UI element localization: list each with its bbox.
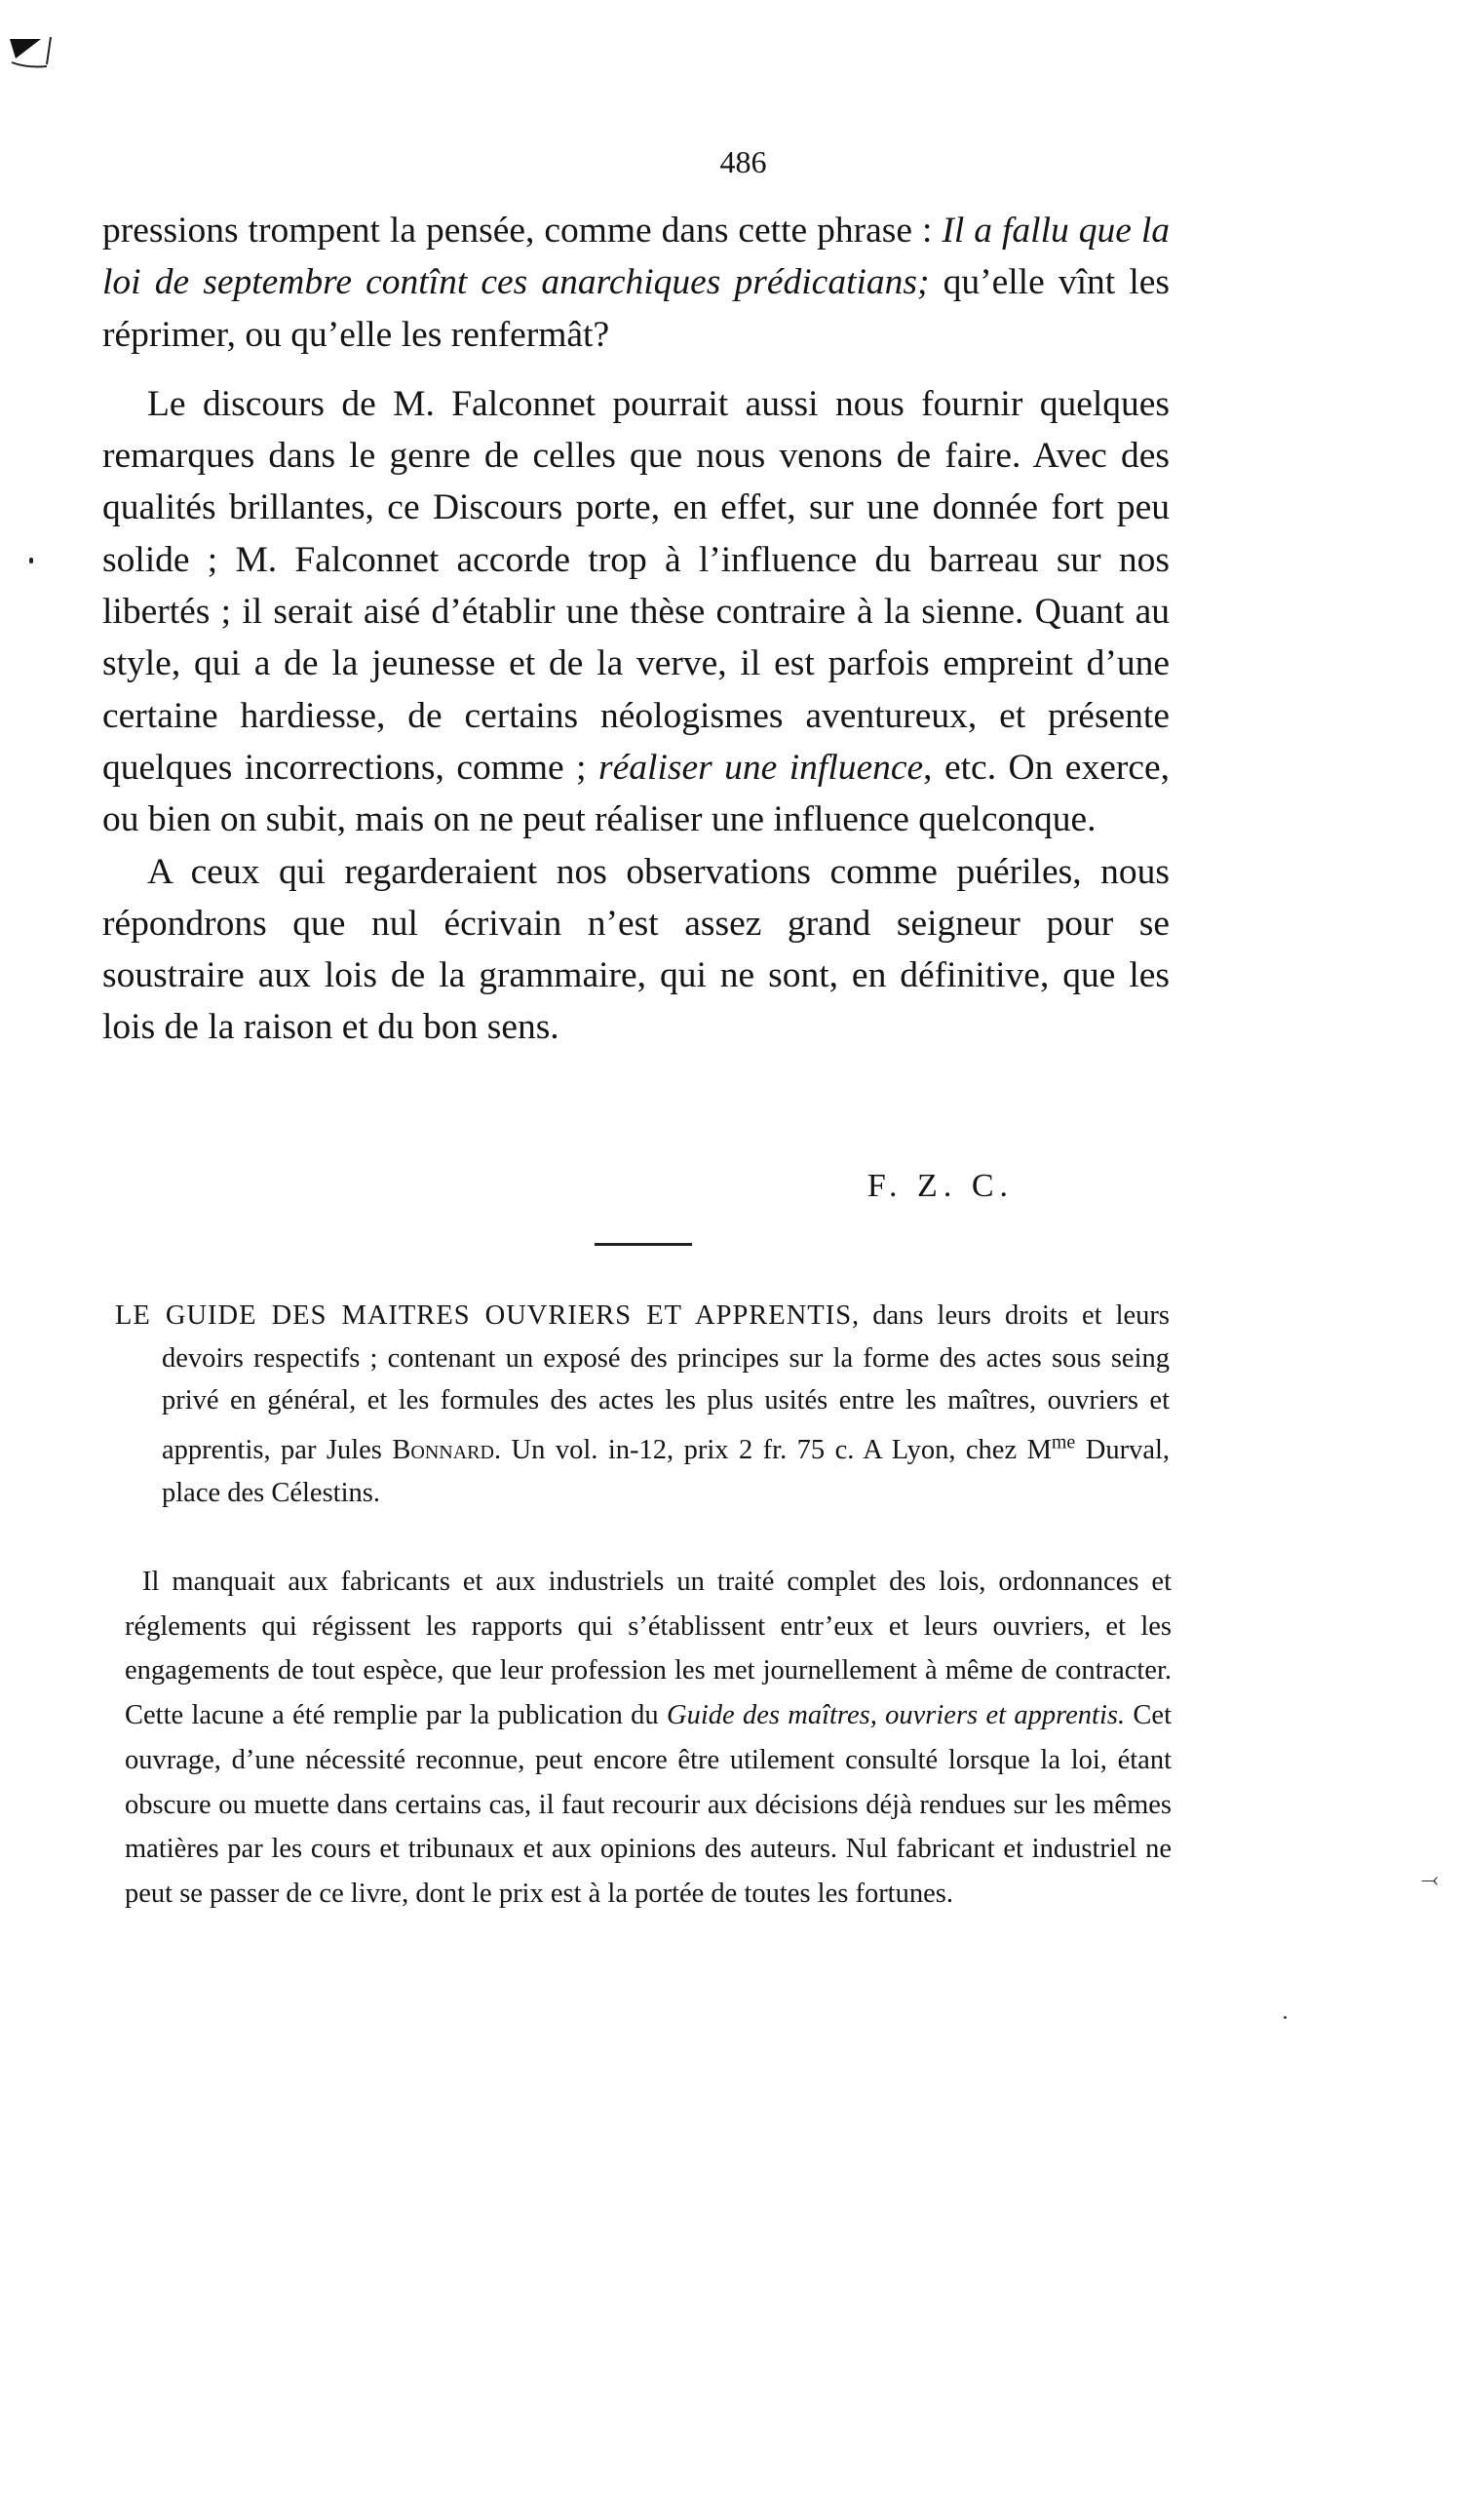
- review-body-paragraph: [125, 1560, 1172, 1917]
- review-title: LE GUIDE DES MAITRES OUVRIERS ET APPRENTIS: [115, 1300, 853, 1331]
- article-paragraph-2: [102, 378, 1170, 846]
- text-run: , etc. On exerce, ou bien on subit, mais on ne peut réaliser une influence quelconque.: [102, 747, 1170, 840]
- text-run: réaliser une influence: [598, 747, 924, 788]
- page-number: 486: [719, 144, 767, 179]
- review-bibliographic-entry: [115, 1295, 1170, 1514]
- review-description: [162, 1300, 1170, 1508]
- text-run: Le discours de M. Falconnet pourrait aussi nous fournir quelques remarques dans le genre de celles que nous venons de faire. Avec des qualités brillantes, ce Discours porte, en effet, sur une donnée fort peu solide ; M. Falconnet accorde trop à l’influence du barreau sur nos libertés ; il serait aisé d’établir une thèse contraire à la sienne. Quant au style, qui a de la jeunesse et de la verve, il est parfois empreint d’une certaine hardiesse, de certains néologismes aventureux, et présente quelques incorrections, comme ;: [102, 383, 1170, 788]
- corner-scan-mark: [8, 35, 57, 74]
- text-run: Il manquait aux fabricants et aux industriels un traité complet des lois, ordonnances et réglements qui régissent les rapports qui s’établissent entr’eux et leurs ouvriers, et les engagements de tout espèce, que leur profession les met journellement à même de contracter. Cette lacune a été remplie par la publication du: [125, 1567, 1172, 1731]
- article-signature: F. Z. C.: [866, 1168, 1014, 1204]
- text-run: pressions trompent la pensée, comme dans cette phrase :: [102, 211, 943, 251]
- text-run: Il a fallu que la loi de septembre contînt ces anarchiques prédicatians;: [102, 211, 1170, 303]
- text-run: qu’elle vînt les réprimer, ou qu’elle les renfermât?: [102, 262, 1170, 355]
- article-text: [102, 205, 1170, 1054]
- text-run: Durval, place des Célestins.: [162, 1435, 1171, 1508]
- margin-dot: [1284, 2016, 1287, 2019]
- article-paragraph-3: A ceux qui regarderaient nos observations comme puériles, nous répondrons que nul écrivain n’est assez grand seigneur pour se soustraire aux lois de la grammaire, qui ne sont, en définitive, que les lois de la raison et du bon sens.: [102, 851, 1170, 1048]
- text-run: . Un vol. in-12, prix 2 fr. 75 c. A Lyon, chez M: [493, 1435, 1052, 1465]
- text-run: Bonnard: [392, 1435, 494, 1465]
- margin-arrow-mark: ⤙: [1421, 1868, 1439, 1892]
- text-run: me: [1051, 1431, 1076, 1454]
- margin-mark: [29, 558, 33, 563]
- section-divider: [595, 1243, 692, 1246]
- text-run: Guide des maîtres, ouvriers et apprentis.: [666, 1700, 1126, 1731]
- text-run: Cet ouvrage, d’une nécessité reconnue, peut encore être utilement consulté lorsque la loi, étant obscure ou muette dans certains cas, il faut recourir aux décisions déjà rendues sur les mêmes matières par les cours et tribunaux et aux opinions des auteurs. Nul fabricant et industriel ne peut se passer de ce livre, dont le prix est à la portée de toutes les fortunes.: [125, 1700, 1172, 1909]
- review-body: [125, 1560, 1172, 1917]
- article-paragraph-1: [102, 205, 1170, 361]
- text-run: , dans leurs droits et leurs devoirs respectifs ; contenant un exposé des principes sur la forme des actes sous seing privé en général, et les formules des actes les plus usités entre les maîtres, ouvriers et apprentis, par Jules: [162, 1300, 1171, 1465]
